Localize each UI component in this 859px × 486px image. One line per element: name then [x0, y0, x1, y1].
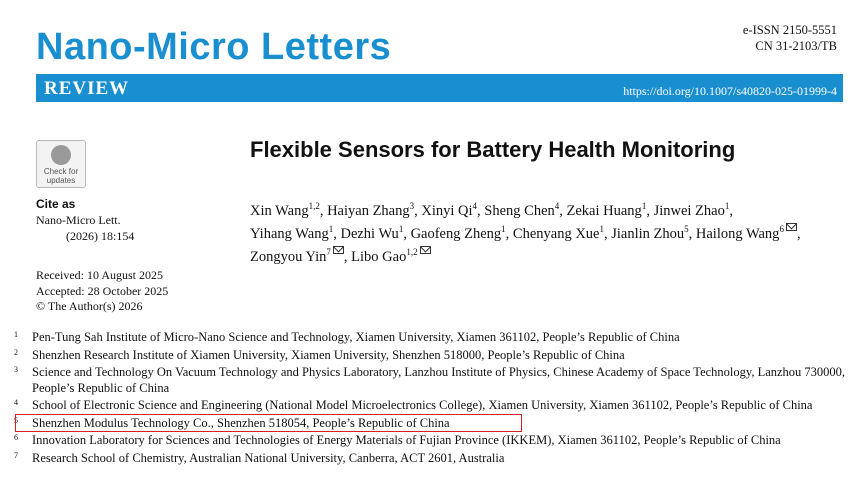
author-name[interactable] [567, 203, 647, 219]
affiliation-text: Shenzhen Modulus Technology Co., Shenzhen 518054, People’s Republic of China [32, 415, 450, 430]
accepted-date: Accepted: 28 October 2025 [36, 283, 169, 298]
author-name-text: Libo Gao [351, 249, 407, 265]
author-affiliation-sup: 1 [398, 224, 404, 235]
issn-block [743, 22, 837, 54]
author-affiliation-sup: 7 [326, 247, 331, 258]
author-name-text: Gaofeng Zheng [410, 226, 502, 242]
author-affiliation-sup: 1,2 [406, 247, 418, 258]
author-affiliation-sup: 1 [328, 224, 334, 235]
author-name-text: Jianlin Zhou [611, 226, 685, 242]
email-icon[interactable] [420, 246, 431, 254]
check-updates-icon [51, 145, 71, 165]
author-name-text: Jinwei Zhao [653, 203, 725, 219]
author-name[interactable] [513, 226, 604, 242]
affiliation-text: Science and Technology On Vacuum Technology and Physics Laboratory, Lanzhou Institute of Physics, Chinese Academy of Space Technology, Lanzhou 730000, People’s Republic of China [32, 365, 846, 395]
cite-as-block [36, 196, 134, 244]
author-name[interactable] [411, 226, 506, 242]
check-updates-label: Check for updates [43, 167, 79, 185]
author-name[interactable] [250, 203, 320, 219]
journal-title: Nano-Micro Letters [36, 26, 392, 68]
affiliation-list [14, 330, 854, 468]
author-affiliation-sup: 1 [501, 224, 506, 235]
author-name-text: Xinyi Qi [421, 203, 473, 219]
author-name-text: Hailong Wang [695, 226, 780, 242]
author-affiliation-sup: 1 [641, 201, 647, 212]
affiliation-text: Pen-Tung Sah Institute of Micro-Nano Science and Technology, Xiamen University, Xiamen 361102, People’s Republic of China [32, 330, 680, 344]
affiliation-item [14, 433, 854, 449]
eissn: e-ISSN 2150-5551 [742, 23, 837, 37]
affiliation-number: 1 [14, 330, 18, 339]
cite-heading: Cite as [36, 197, 76, 211]
author-affiliation-sup: 4 [472, 201, 478, 212]
doi-link[interactable]: https://doi.org/10.1007/s40820-025-01999-4 [623, 84, 837, 98]
author-name-text: Zongyou Yin [250, 249, 327, 265]
author-name[interactable] [421, 203, 477, 219]
cn-number: CN 31-2103/TB [755, 39, 837, 53]
author-name[interactable] [611, 226, 688, 242]
author-name[interactable] [327, 203, 414, 219]
author-name-text: Zekai Huang [566, 203, 642, 219]
affiliation-item [14, 451, 854, 467]
author-name[interactable] [250, 226, 333, 242]
author-name[interactable] [351, 249, 430, 265]
author-name[interactable] [654, 203, 730, 219]
section-label: REVIEW [44, 78, 130, 99]
author-name-text: Dezhi Wu [340, 226, 399, 242]
author-name[interactable] [250, 249, 344, 265]
author-affiliation-sup: 3 [409, 201, 415, 212]
affiliation-text: Innovation Laboratory for Sciences and Technologies of Energy Materials of Fujian Province (IKKEM), Xiamen 361102, People’s Republic of China [32, 433, 781, 447]
author-name-text: Chenyang Xue [512, 226, 600, 242]
affiliation-item [14, 398, 854, 414]
author-name-text: Yihang Wang [250, 226, 329, 242]
affiliation-item [14, 330, 854, 346]
affiliation-number: 7 [14, 450, 18, 460]
author-affiliation-sup: 1,2 [308, 201, 320, 212]
author-affiliation-sup: 1 [724, 201, 730, 212]
email-icon[interactable] [333, 246, 344, 254]
affiliation-text: Shenzhen Research Institute of Xiamen University, Xiamen University, Shenzhen 518000, People’s Republic of China [32, 347, 625, 362]
author-affiliation-sup: 5 [684, 224, 689, 235]
author-affiliation-sup: 4 [554, 201, 560, 212]
affiliation-number: 6 [14, 433, 18, 442]
received-date: Received: 10 August 2025 [36, 268, 163, 282]
cite-journal: Nano-Micro Lett. [36, 213, 121, 227]
dates-block [36, 268, 168, 315]
author-name[interactable] [696, 226, 797, 242]
affiliation-item [14, 365, 854, 396]
affiliation-number: 3 [14, 365, 18, 374]
cite-volume: (2026) 18:154 [66, 229, 135, 243]
article-title: Flexible Sensors for Battery Health Monitoring [250, 137, 736, 162]
author-affiliation-sup: 6 [779, 224, 784, 235]
check-for-updates-button[interactable] [36, 140, 86, 188]
author-name-text: Haiyan Zhang [327, 203, 410, 219]
copyright: © The Author(s) 2026 [36, 299, 143, 313]
affiliation-text: School of Electronic Science and Engineering (National Model Microelectronics College), Xiamen University, Xiamen 361102, People’s Republic of China [32, 398, 813, 412]
affiliation-number: 2 [14, 347, 18, 357]
email-icon[interactable] [786, 223, 797, 231]
affiliation-number: 5 [14, 415, 18, 425]
affiliation-item [14, 348, 854, 364]
affiliation-number: 4 [14, 398, 18, 407]
author-list: Xin Wang$^{1,2}$, Haiyan Zhang$^3$, Xinyi Qi$^4$, Sheng Chen$^4$, Zekai Huang$^1$, Jinwei Zhao$^1$, Yihang Wang$^1$, Dezhi Wu$^1$, Gaofeng Zheng$^1$, Chenyang Xue$^1$, Jianlin Zhou$^5$, Hailong Wang$^6$ , Zongyou Yin$^7$ , Libo Gao$^{1,2}$ [250, 201, 801, 265]
author-name-text: Sheng Chen [484, 203, 555, 219]
author-affiliation-sup: 1 [599, 224, 604, 235]
affiliation-text: Research School of Chemistry, Australian National University, Canberra, ACT 2601, Australia [32, 450, 505, 465]
author-name[interactable] [340, 226, 403, 242]
author-name[interactable] [484, 203, 559, 219]
affiliation-highlight-box [15, 414, 522, 433]
author-name-text: Xin Wang [250, 203, 309, 219]
